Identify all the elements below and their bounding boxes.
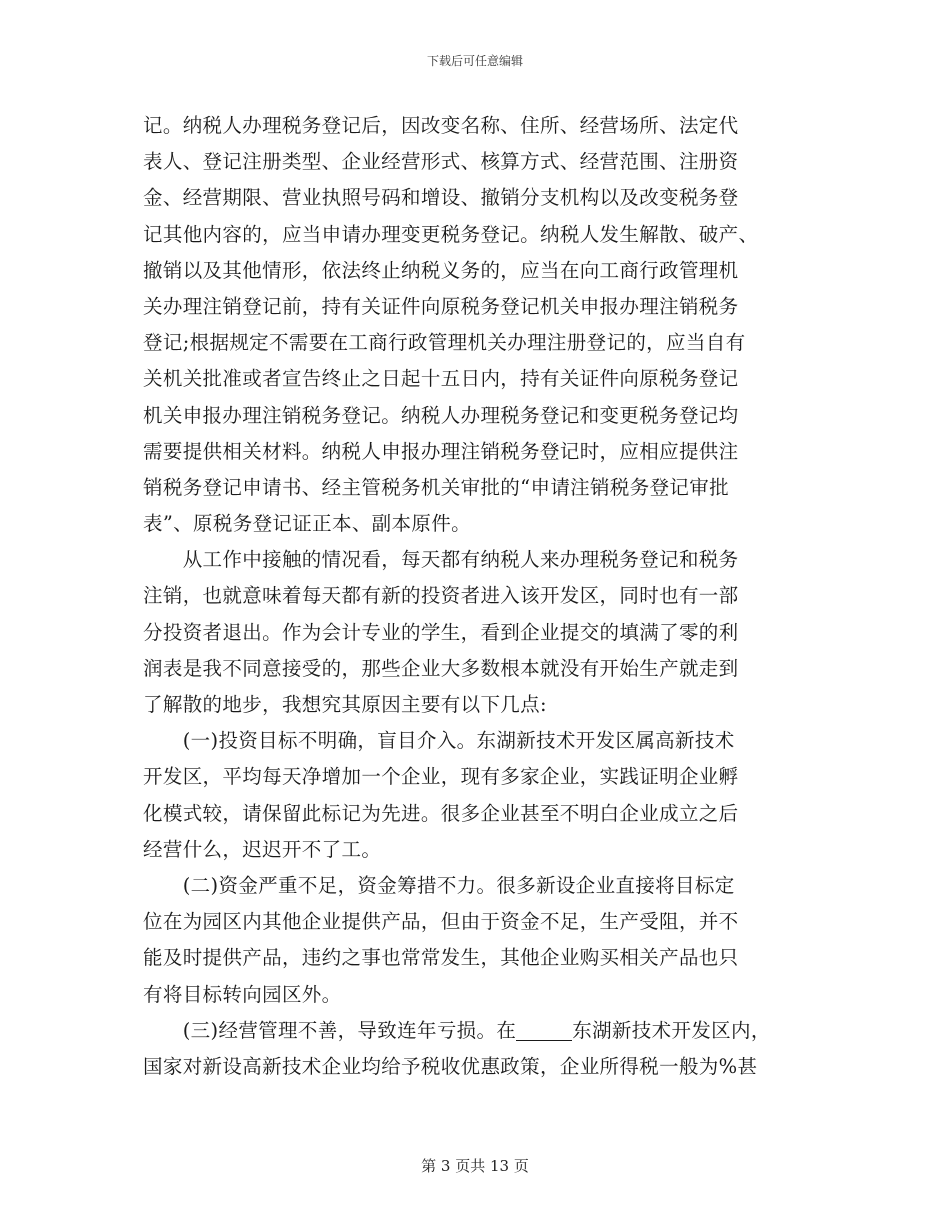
fill-in-blank	[516, 1020, 572, 1041]
text-line: 销税务登记申请书、经主管税务机关审批的“申请注销税务登记审批	[143, 475, 729, 499]
text-segment: 东湖新技术开发区内，	[572, 1018, 771, 1042]
page-footer: 第 3 页共 13 页	[421, 1157, 529, 1175]
text-line: 化模式较，请保留此标记为先进。很多企业甚至不明白企业成立之后	[143, 801, 739, 825]
page-header: 下载后可任意编辑	[426, 54, 523, 68]
text-line: 需要提供相关材料。纳税人申报办理注销税务登记时，应相应提供注	[143, 439, 739, 463]
text-line: 润表是我不同意接受的，那些企业大多数根本就没有开始生产就走到	[143, 656, 739, 680]
text-line: 表”、原税务登记证正本、副本原件。	[143, 512, 471, 536]
paragraph-point-two	[143, 868, 807, 1013]
text-line: 记其他内容的，应当申请办理变更税务登记。纳税人发生解散、破产、	[143, 222, 759, 246]
text-line	[143, 1013, 807, 1049]
text-line: 从工作中接触的情况看，每天都有纳税人来办理税务登记和税务	[143, 548, 739, 572]
text-line: (二)资金严重不足，资金筹措不力。很多新设企业直接将目标定	[143, 873, 735, 897]
text-line: 开发区，平均每天净增加一个企业，现有多家企业，实践证明企业孵	[143, 765, 739, 789]
text-line: 经营什么，迟迟开不了工。	[143, 837, 382, 861]
text-line: 能及时提供产品，违约之事也常常发生，其他企业购买相关产品也只	[143, 946, 739, 970]
text-line: 撤销以及其他情形，依法终止纳税义务的，应当在向工商行政管理机	[143, 258, 739, 282]
text-line: 关机关批准或者宣告终止之日起十五日内，持有关证件向原税务登记	[143, 367, 739, 391]
text-line: 机关申报办理注销税务登记。纳税人办理税务登记和变更税务登记均	[143, 403, 739, 427]
text-line: 国家对新设高新技术企业均给予税收优惠政策，企业所得税一般为%甚	[143, 1054, 758, 1078]
text-line: 有将目标转向园区外。	[143, 982, 342, 1006]
text-line: 位在为园区内其他企业提供产品，但由于资金不足，生产受阻，并不	[143, 910, 739, 934]
text-line: 金、经营期限、营业执照号码和增设、撤销分支机构以及改变税务登	[143, 186, 739, 210]
paragraph-tax-registration	[143, 108, 807, 542]
paragraph-point-one	[143, 723, 807, 868]
paragraph-point-three	[143, 1013, 807, 1085]
text-line: 登记;根据规定不需要在工商行政管理机关办理注册登记的，应当自有	[143, 331, 746, 355]
text-segment: (三)经营管理不善，导致连年亏损。在	[143, 1018, 517, 1042]
text-line: 分投资者退出。作为会计专业的学生，看到企业提交的填满了零的利	[143, 620, 739, 644]
text-line: (一)投资目标不明确，盲目介入。东湖新技术开发区属高新技术	[143, 729, 735, 753]
text-line: 表人、登记注册类型、企业经营形式、核算方式、经营范围、注册资	[143, 150, 739, 174]
text-line: 了解散的地步，我想究其原因主要有以下几点:	[143, 693, 547, 716]
text-line: 关办理注销登记前，持有关证件向原税务登记机关申报办理注销税务	[143, 294, 739, 318]
document-body	[143, 108, 807, 1085]
text-line: 注销，也就意味着每天都有新的投资者进入该开发区，同时也有一部	[143, 584, 739, 608]
text-line: 记。纳税人办理税务登记后，因改变名称、住所、经营场所、法定代	[143, 114, 739, 137]
paragraph-observations	[143, 542, 807, 723]
